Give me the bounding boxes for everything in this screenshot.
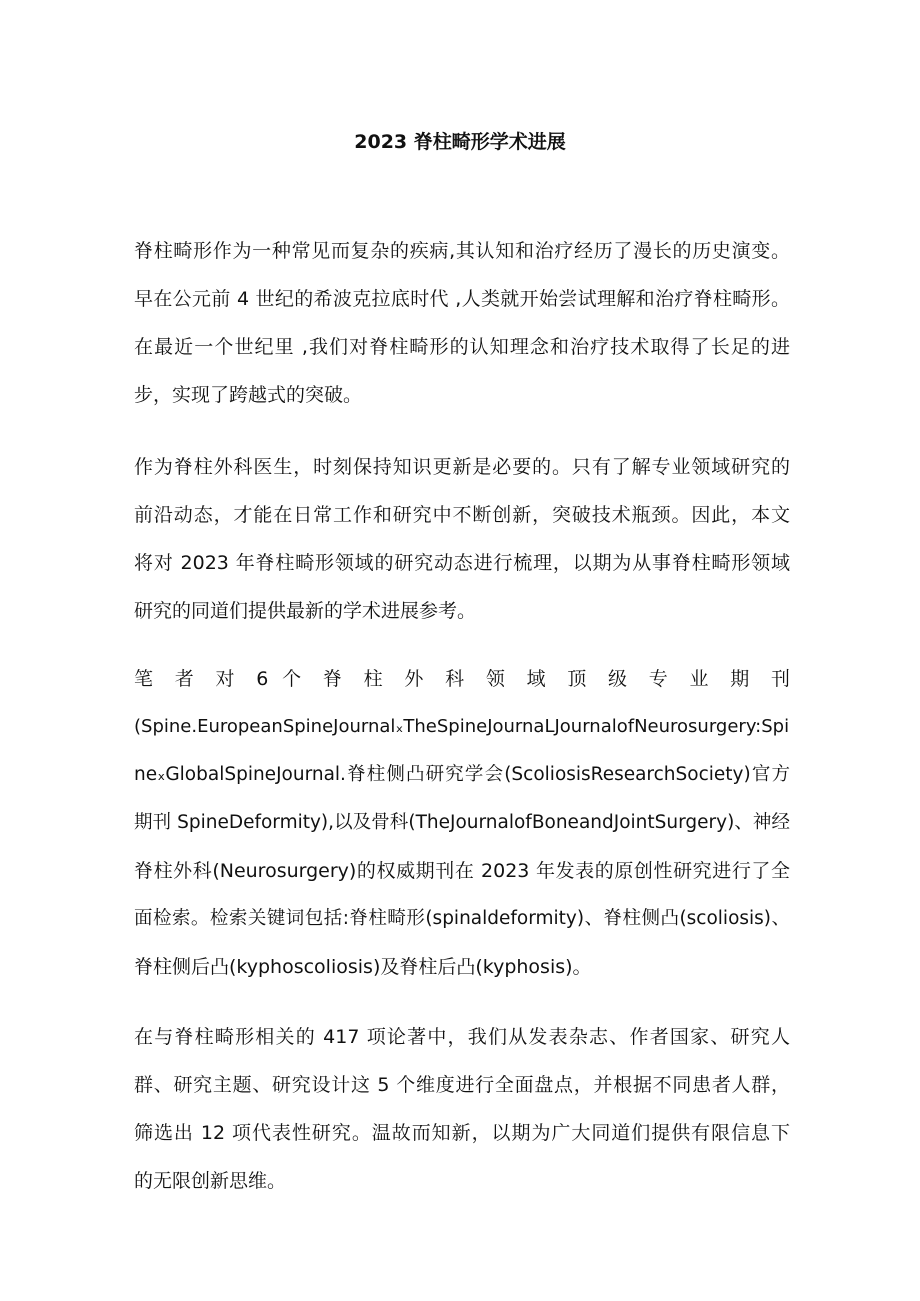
paragraph-line: 脊柱畸形作为一种常见而复杂的疾病,其认知和治疗经历了漫长的历史演变。 [134, 240, 790, 262]
paragraph-line: 将对 2023 年脊柱畸形领域的研究动态进行梳理，以期为从事脊柱畸形领域 [134, 552, 790, 574]
paragraph-line: 期刊 SpineDeformity),以及骨科(TheJournalofBoneandJointSurgery)、神经 [134, 812, 790, 833]
paragraph-line: neₓGlobalSpineJournal.脊柱侧凸研究学会(ScoliosisResearchSociety)官方 [134, 764, 790, 785]
paragraph-line: 的无限创新思维。 [134, 1170, 287, 1192]
paragraph-methods [134, 655, 790, 991]
paragraph-line: 脊柱侧后凸(kyphoscoliosis)及脊柱后凸(kyphosis)。 [134, 956, 592, 978]
paragraph-line: 脊柱外科(Neurosurgery)的权威期刊在 2023 年发表的原创性研究进行了全 [134, 860, 790, 882]
paragraph-line: 群、研究主题、研究设计这 5 个维度进行全面盘点，并根据不同患者人群， [134, 1074, 790, 1096]
document-title: 2023 脊柱畸形学术进展 [354, 131, 566, 153]
paragraph-line: 研究的同道们提供最新的学术进展参考。 [134, 600, 477, 622]
paragraph-line: 筛选出 12 项代表性研究。温故而知新，以期为广大同道们提供有限信息下 [134, 1122, 790, 1144]
paragraph-line: 早在公元前 4 世纪的希波克拉底时代 ,人类就开始尝试理解和治疗脊柱畸形。 [134, 288, 790, 310]
paragraph-line: 步，实现了跨越式的突破。 [134, 384, 363, 406]
paragraph-line: 笔 者 对 6 个 脊 柱 外 科 领 域 顶 级 专 业 期 刊 [134, 668, 790, 690]
paragraph-line: 在与脊柱畸形相关的 417 项论著中，我们从发表杂志、作者国家、研究人 [134, 1026, 790, 1048]
paragraph-line: 在最近一个世纪里 ,我们对脊柱畸形的认知理念和治疗技术取得了长足的进 [134, 336, 790, 358]
paragraph-intro [134, 227, 790, 419]
paragraph-line: 面检索。检索关键词包括:脊柱畸形(spinaldeformity)、脊柱侧凸(scoliosis)、 [134, 908, 790, 929]
paragraph-results [134, 1013, 790, 1205]
paragraph-motivation [134, 443, 790, 635]
paragraph-line: 作为脊柱外科医生，时刻保持知识更新是必要的。只有了解专业领域研究的 [134, 456, 790, 478]
paragraph-line: (Spine.EuropeanSpineJournalₓTheSpineJournaLJournalofNeurosurgery:Spi [134, 716, 790, 737]
paragraph-line: 前沿动态，才能在日常工作和研究中不断创新，突破技术瓶颈。因此，本文 [134, 504, 790, 526]
